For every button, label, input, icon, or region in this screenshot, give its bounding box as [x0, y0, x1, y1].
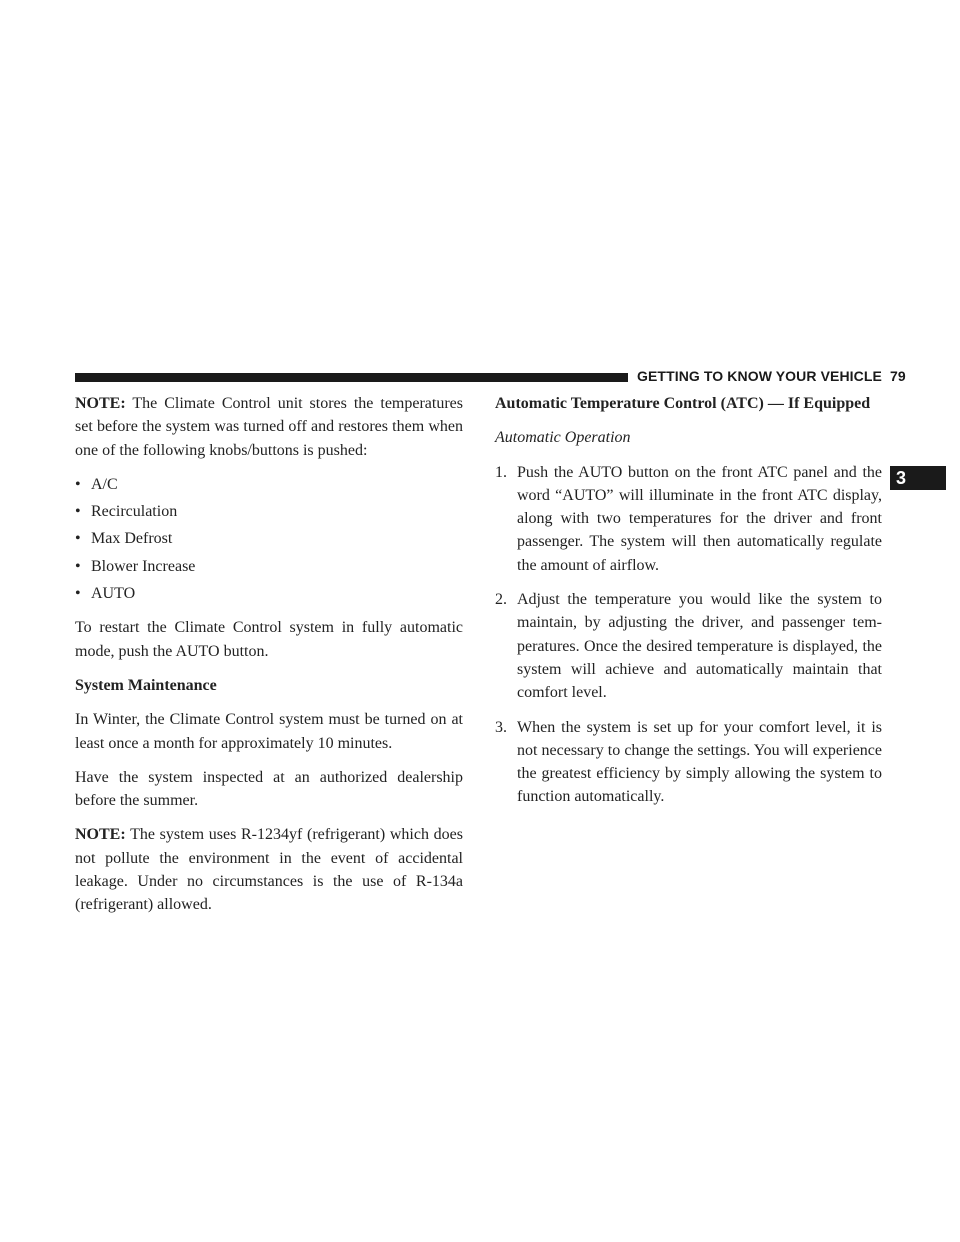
bullet-icon: •	[75, 475, 81, 493]
note-text: The system uses R-1234yf (refrigerant) which does not pollute the environment in the event of accidental leakage. Under no circumstances is the use of R-134a (refrigerant) allowed.	[75, 826, 463, 914]
button-list	[75, 473, 463, 605]
note-label: NOTE:	[75, 395, 126, 412]
steps-list	[495, 461, 882, 809]
page-number: 79	[889, 368, 906, 384]
running-header	[637, 368, 906, 384]
bullet-icon: •	[75, 530, 81, 548]
right-column	[495, 392, 882, 820]
list-item: • Blower Increase	[75, 555, 463, 578]
auto-operation-heading: Automatic Operation	[495, 429, 631, 447]
bullet-icon: •	[75, 557, 81, 575]
bullet-icon: •	[75, 585, 81, 603]
list-item: 1. Push the AUTO button on the front ATC panel and the word “AUTO” will illuminate in the front ATC display, along with two temperatures for the driver and front passenger. The system will then automatically regulate the amount of airflow.	[495, 463, 882, 574]
bullet-icon: •	[75, 503, 81, 521]
list-item: • Max Defrost	[75, 527, 463, 550]
list-item: • Recirculation	[75, 500, 463, 523]
list-item: 3. When the system is set up for your comfort level, it is not necessary to change the settings. You will experience the greatest efficiency by simply allowing the system to function automatically.	[495, 718, 882, 806]
note-paragraph	[75, 823, 463, 916]
left-column	[75, 392, 463, 928]
maintenance-heading: System Maintenance	[75, 676, 217, 694]
list-item: • A/C	[75, 473, 463, 496]
note-text: The Climate Control unit stores the temperatures set before the system was turned off and restores them when one of the following knobs/buttons is pushed:	[75, 395, 463, 459]
winter-paragraph: In Winter, the Climate Control system must be turned on at least once a month for approximately 10 minutes.	[75, 711, 463, 752]
chapter-tab: 3	[890, 466, 946, 490]
header-rule	[75, 373, 628, 382]
list-item: • AUTO	[75, 582, 463, 605]
inspect-paragraph: Have the system inspected at an authorized dealership before the summer.	[75, 768, 463, 810]
note-paragraph	[75, 392, 463, 462]
restart-paragraph: To restart the Climate Control system in fully automatic mode, push the AUTO button.	[75, 619, 463, 660]
section-title: GETTING TO KNOW YOUR VEHICLE	[637, 368, 882, 384]
note-label: NOTE:	[75, 826, 126, 844]
atc-heading: Automatic Temperature Control (ATC) — If Equipped	[495, 395, 871, 412]
list-item: 2. Adjust the temperature you would like the system to maintain, by adjusting the driver, and passenger tem-peratures. Once the desired temperature is displayed, the system will achieve and automatically maintain that comfort level.	[495, 591, 882, 702]
